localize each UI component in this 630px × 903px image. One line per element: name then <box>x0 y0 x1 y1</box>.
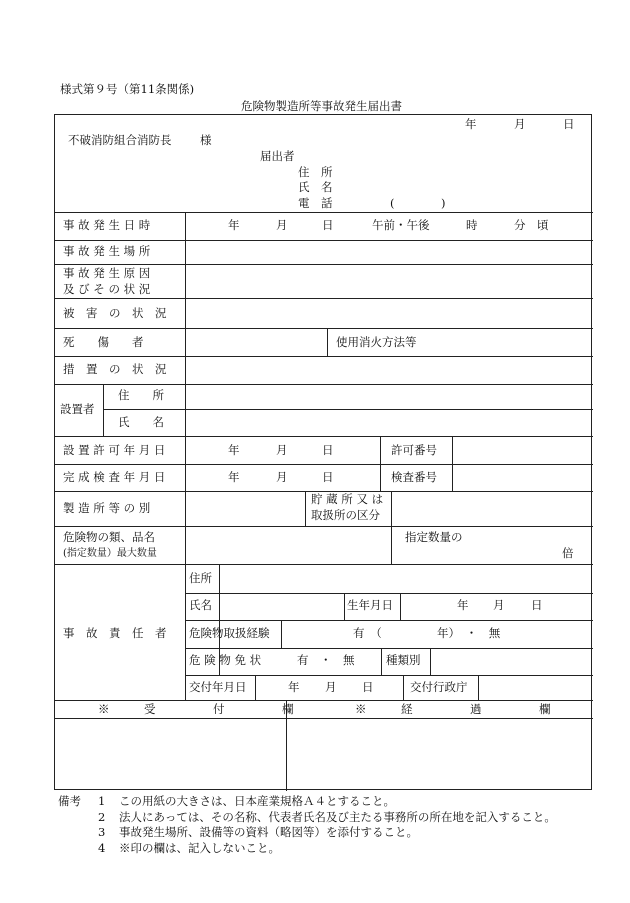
addressee: 不破消防組合消防長 <box>68 133 172 147</box>
inspection-day: 日 <box>322 470 334 484</box>
storage-label-2: 取扱所の区分 <box>311 508 380 522</box>
phone-paren-open: ( <box>390 196 395 210</box>
resp-issuer-label: 交付行政庁 <box>410 680 468 694</box>
accident-date-day: 日 <box>322 218 334 232</box>
progress-column-label: ※ 経 過 欄 <box>355 702 551 716</box>
resp-license-yes-no: 有 ・ 無 <box>297 653 355 667</box>
resp-issue-month: 月 <box>325 680 337 694</box>
hazard-type-label-1: 危険物の類、品名 <box>63 530 155 544</box>
permit-date-label: 設 置 許 可 年 月 日 <box>63 443 166 457</box>
designated-quantity-label: 指定数量の <box>405 530 463 544</box>
inspection-number-label: 検査番号 <box>391 470 437 484</box>
note-1-number: 1 <box>98 794 106 808</box>
form-title: 危険物製造所等事故発生届出書 <box>241 99 402 113</box>
note-2-number: 2 <box>98 810 106 824</box>
applicant-name-label: 氏 名 <box>298 180 333 194</box>
accident-ampm: 午前・午後 <box>372 218 430 232</box>
addressee-sama: 様 <box>200 133 212 147</box>
resp-address-label: 住所 <box>189 571 212 585</box>
resp-experience-years: 年） ・ 無 <box>437 626 501 640</box>
phone-paren-close: ) <box>441 196 446 210</box>
top-day: 日 <box>563 117 575 131</box>
top-month: 月 <box>514 117 526 131</box>
storage-label-1: 貯 蔵 所 又 は <box>311 492 384 506</box>
resp-experience-label: 危険物取扱経験 <box>189 626 270 640</box>
resp-experience-yes: 有 （ <box>353 626 382 640</box>
applicant-label: 届出者 <box>260 149 295 163</box>
permit-year: 年 <box>228 443 240 457</box>
note-3-number: 3 <box>98 825 106 839</box>
reception-column-label: ※ 受 付 欄 <box>98 702 294 716</box>
accident-minute: 分 頃 <box>514 218 549 232</box>
installer-label: 設置者 <box>60 402 95 416</box>
resp-issue-year: 年 <box>288 680 300 694</box>
permit-number-label: 許可番号 <box>391 443 437 457</box>
resp-birth-year: 年 <box>457 598 469 612</box>
casualty-label: 死 傷 者 <box>63 335 144 349</box>
accident-date-year: 年 <box>228 218 240 232</box>
accident-cause-label-1: 事 故 発 生 原 因 <box>63 266 151 280</box>
form-number: 様式第９号（第11条関係) <box>60 82 195 96</box>
resp-license-label: 危 険 物 免 状 <box>189 653 262 667</box>
accident-cause-label-2: 及 び そ の 状 況 <box>63 282 151 296</box>
responsible-person-label: 事 故 責 任 者 <box>63 626 167 640</box>
resp-birth-label: 生年月日 <box>347 598 393 612</box>
resp-birth-day: 日 <box>531 598 543 612</box>
note-3: 事故発生場所、設備等の資料（略図等）を添付すること。 <box>119 825 418 839</box>
resp-birth-month: 月 <box>493 598 505 612</box>
resp-kind-label: 種類別 <box>386 653 421 667</box>
permit-day: 日 <box>322 443 334 457</box>
applicant-phone-label: 電 話 <box>298 196 333 210</box>
note-1: この用紙の大きさは、日本産業規格Ａ４とすること。 <box>119 794 395 808</box>
accident-date-month: 月 <box>276 218 288 232</box>
resp-issue-date-label: 交付年月日 <box>189 680 247 694</box>
accident-place-label: 事 故 発 生 場 所 <box>63 244 151 258</box>
facility-type-label: 製 造 所 等 の 別 <box>63 501 151 515</box>
top-year: 年 <box>465 117 477 131</box>
damage-label: 被 害 の 状 況 <box>63 306 167 320</box>
times-label: 倍 <box>562 546 574 560</box>
extinguish-method-label: 使用消火方法等 <box>336 335 417 349</box>
resp-name-label: 氏名 <box>189 598 212 612</box>
inspection-year: 年 <box>228 470 240 484</box>
notes-heading: 備考 <box>58 794 81 808</box>
note-4-number: 4 <box>98 841 106 855</box>
hazard-type-label-2: (指定数量）最大数量 <box>63 548 157 559</box>
note-4: ※印の欄は、記入しないこと。 <box>119 841 280 855</box>
note-2: 法人にあっては、その名称、代表者氏名及び主たる事務所の所在地を記入すること。 <box>119 810 556 824</box>
inspection-date-label: 完 成 検 査 年 月 日 <box>63 470 166 484</box>
measures-label: 措 置 の 状 況 <box>63 362 167 376</box>
accident-hour: 時 <box>466 218 478 232</box>
applicant-address-label: 住 所 <box>298 165 333 179</box>
accident-date-label: 事 故 発 生 日 時 <box>63 218 151 232</box>
resp-issue-day: 日 <box>362 680 374 694</box>
permit-month: 月 <box>276 443 288 457</box>
installer-address-label: 住 所 <box>118 388 164 402</box>
installer-name-label: 氏 名 <box>118 415 164 429</box>
inspection-month: 月 <box>276 470 288 484</box>
